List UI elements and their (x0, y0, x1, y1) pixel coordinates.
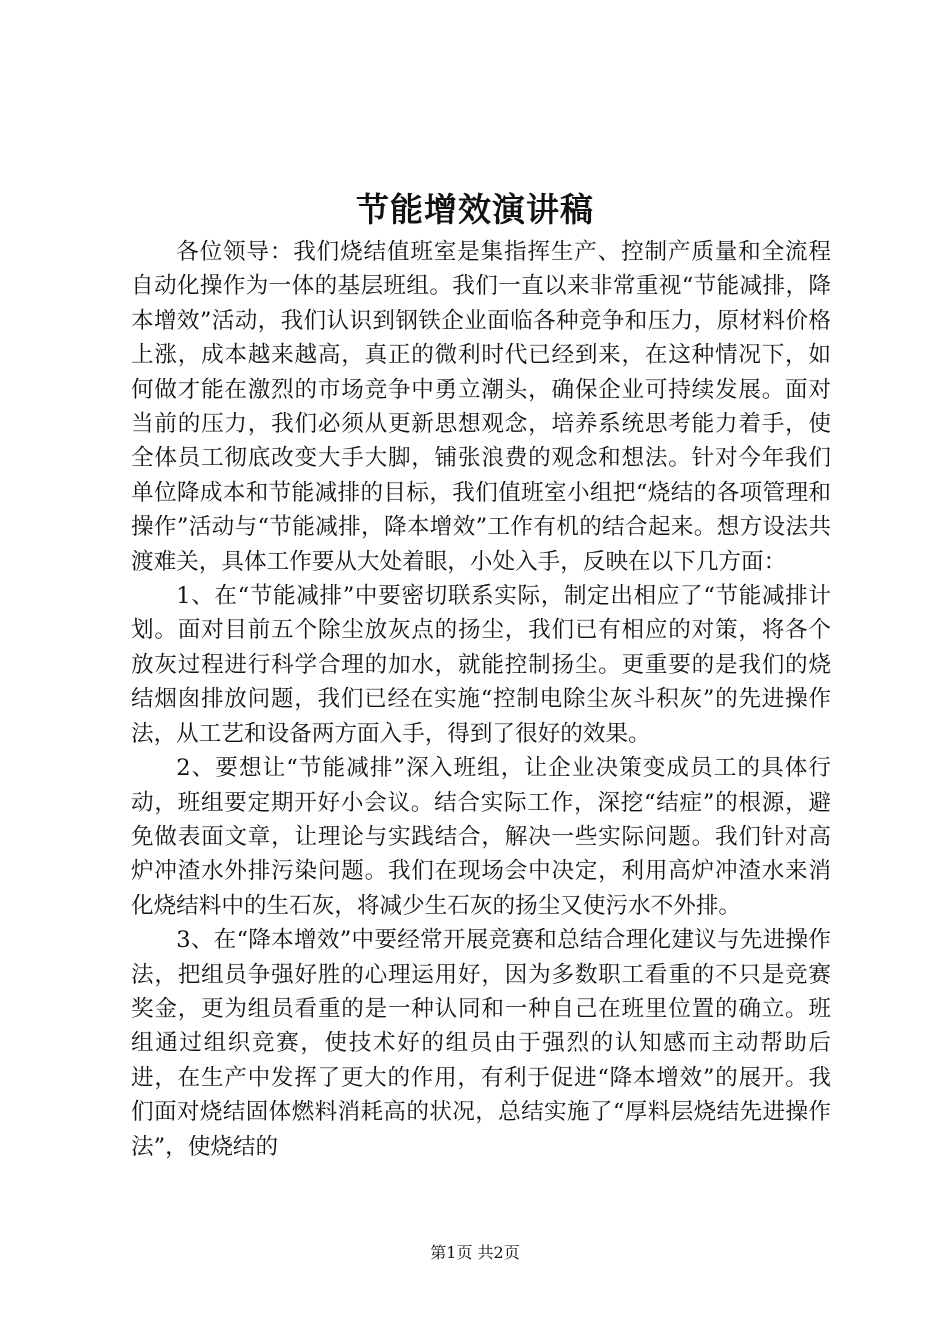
paragraph-point-3: 3、在“降本增效”中要经常开展竞赛和总结合理化建议与先进操作法，把组员争强好胜的心理运用好，因为多数职工看重的不只是竞赛奖金，更为组员看重的是一种认同和一种自己在班里位置的确立。班组通过组织竞赛，使技术好的组员由于强烈的认知感而主动帮助后进，在生产中发挥了更大的作用，有利于促进“降本增效”的展开。我们面对烧结固体燃料消耗高的状况，总结实施了“厚料层烧结先进操作法”，使烧结的 (131, 927, 831, 1160)
document-body (131, 235, 831, 1164)
paragraph-intro: 各位领导：我们烧结值班室是集指挥生产、控制产质量和全流程自动化操作为一体的基层班组。我们一直以来非常重视“节能减排，降本增效”活动，我们认识到钢铁企业面临各种竞争和压力，原材料价格上涨，成本越来越高，真正的微利时代已经到来，在这种情况下，如何做才能在激烈的市场竞争中勇立潮头，确保企业可持续发展。面对当前的压力，我们必须从更新思想观念，培养系统思考能力着手，使全体员工彻底改变大手大脚，铺张浪费的观念和想法。针对今年我们单位降成本和节能减排的目标，我们值班室小组把“烧结的各项管理和操作”活动与“节能减排，降本增效”工作有机的结合起来。想方设法共渡难关，具体工作要从大处着眼，小处入手，反映在以下几方面： (131, 239, 831, 575)
paragraph-point-2: 2、要想让“节能减排”深入班组，让企业决策变成员工的具体行动，班组要定期开好小会议。结合实际工作，深挖“结症”的根源，避免做表面文章，让理论与实践结合，解决一些实际问题。我们针对高炉冲渣水外排污染问题。我们在现场会中决定，利用高炉冲渣水来消化烧结料中的生石灰，将减少生石灰的扬尘又使污水不外排。 (131, 755, 831, 919)
paragraph-point-1: 1、在“节能减排”中要密切联系实际，制定出相应了“节能减排计划。面对目前五个除尘放灰点的扬尘，我们已有相应的对策，将各个放灰过程进行科学合理的加水，就能控制扬尘。更重要的是我们的烧结烟囱排放问题，我们已经在实施“控制电除尘灰斗积灰”的先进操作法，从工艺和设备两方面入手，得到了很好的效果。 (131, 583, 831, 747)
page-footer: 第1页 共2页 (430, 1243, 520, 1262)
document-title: 节能增效演讲稿 (356, 190, 594, 229)
